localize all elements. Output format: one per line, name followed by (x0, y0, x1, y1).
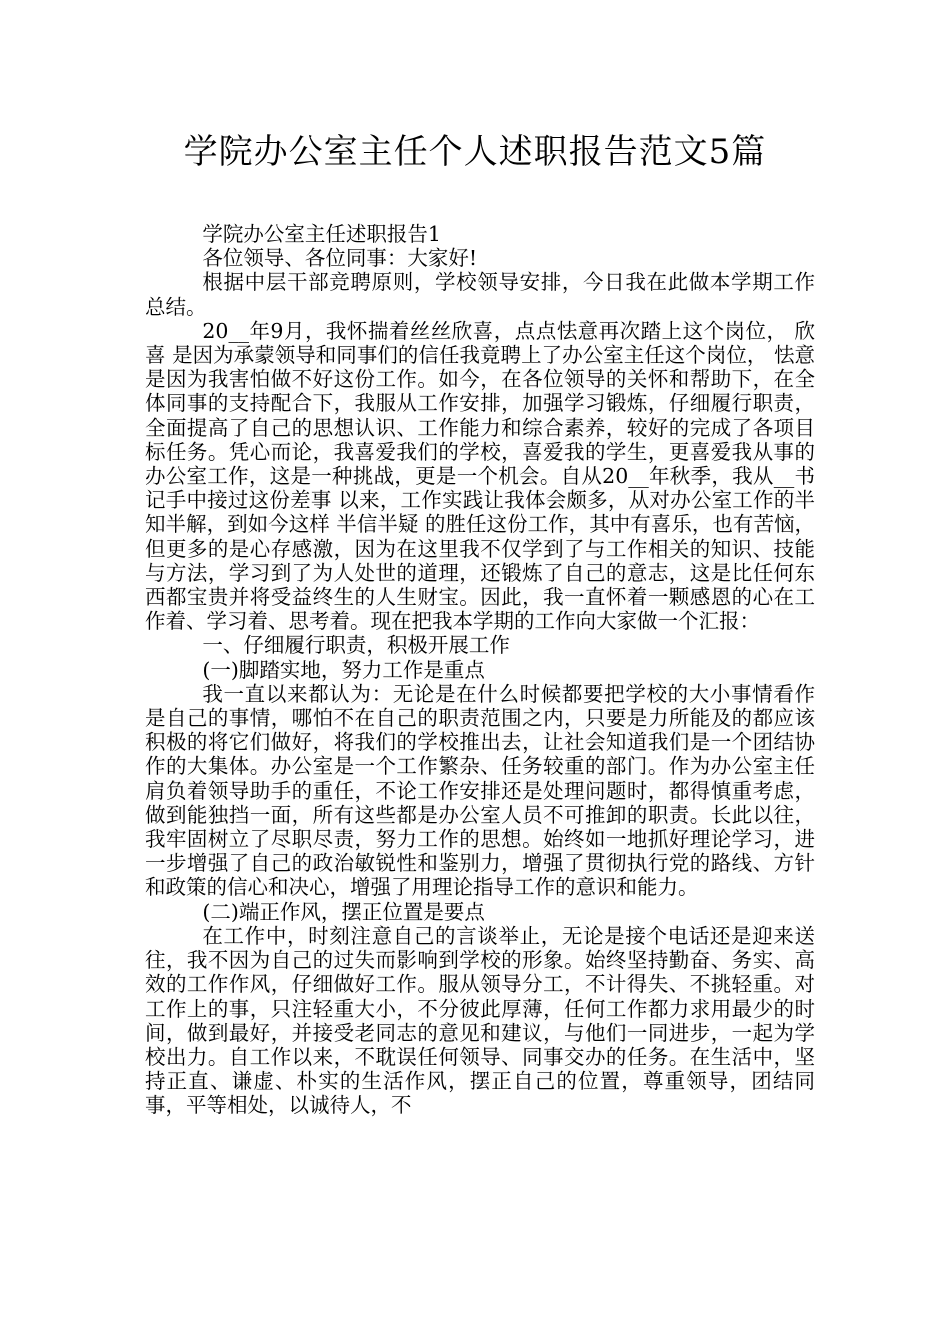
paragraph: 在工作中，时刻注意自己的言谈举止，无论是接个电话还是迎来送往，我不因为自己的过失而影响到学校的形象。始终坚持勤奋、务实、高效的工作作风，仔细做好工作。服从领导分工，不计得失、不挑轻重。对工作上的事，只注轻重大小，不分彼此厚薄，任何工作都力求用最少的时间，做到最好，并接受老同志的意见和建议，与他们一同进步，一起为学校出力。自工作以来，不耽误任何领导、同事交办的任务。在生活中，坚持正直、谦虚、朴实的生活作风，摆正自己的位置，尊重领导，团结同事，平等相处，以诚待人，不 (145, 923, 815, 1118)
section-heading: 一、仔细履行职责，积极开展工作 (202, 633, 510, 658)
paragraph: 20__年9月，我怀揣着丝丝欣喜，点点怯意再次踏上这个岗位， 欣喜 是因为承蒙领导和同事们的信任我竟聘上了办公室主任这个岗位， 怯意 是因为我害怕做不好这份工作。如今，在各位领导的关怀和帮助下，在全体同事的支持配合下，我服从工作安排，加强学习锻炼，仔细履行职责，全面提高了自己的思想认识、工作能力和综合素养，较好的完成了各项目标任务。凭心而论，我喜爱我们的学校，喜爱我的学生，更喜爱我从事的办公室工作，这是一种挑战，更是一个机会。自从20__年秋季，我从__书记手中接过这份差事 以来，工作实践让我体会颇多，从对办公室工作的半知半解，到如今这样 半信半疑 的胜任这份工作，其中有喜乐，也有苦恼，但更多的是心存感激，因为在这里我不仅学到了与工作相关的知识、技能与方法，学习到了为人处世的道理，还锻炼了自己的意志，这是比任何东西都宝贵并将受益终生的人生财宝。因此，我一直怀着一颗感恩的心在工作着、学习着、思考着。现在把我本学期的工作向大家做一个汇报： (145, 318, 815, 634)
subsection-heading: (二)端正作风，摆正位置是要点 (202, 899, 485, 924)
paragraph: 根据中层干部竞聘原则，学校领导安排，今日我在此做本学期工作总结。 (145, 270, 815, 319)
paragraph: 我一直以来都认为：无论是在什么时候都要把学校的大小事情看作是自己的事情，哪怕不在自己的职责范围之内，只要是力所能及的都应该积极的将它们做好，将我们的学校推出去，让社会知道我们是一个团结协作的大集体。办公室是一个工作繁杂、任务较重的部门。作为办公室主任肩负着领导助手的重任，不论工作安排还是处理问题时，都得慎重考虑，做到能独挡一面，所有这些都是办公室人员不可推卸的职责。长此以往，我牢固树立了尽职尽责，努力工作的思想。始终如一地抓好理论学习，进一步增强了自己的政治敏锐性和鉴别力，增强了贯彻执行党的路线、方针和政策的信心和决心，增强了用理论指导工作的意识和能力。 (145, 681, 815, 900)
salutation: 各位领导、各位同事：大家好! (202, 246, 478, 271)
document-title: 学院办公室主任个人述职报告范文5篇 (183, 132, 767, 172)
subsection-heading: (一)脚踏实地，努力工作是重点 (202, 657, 485, 682)
document-body (145, 222, 815, 1118)
report-subtitle: 学院办公室主任述职报告1 (202, 222, 441, 246)
